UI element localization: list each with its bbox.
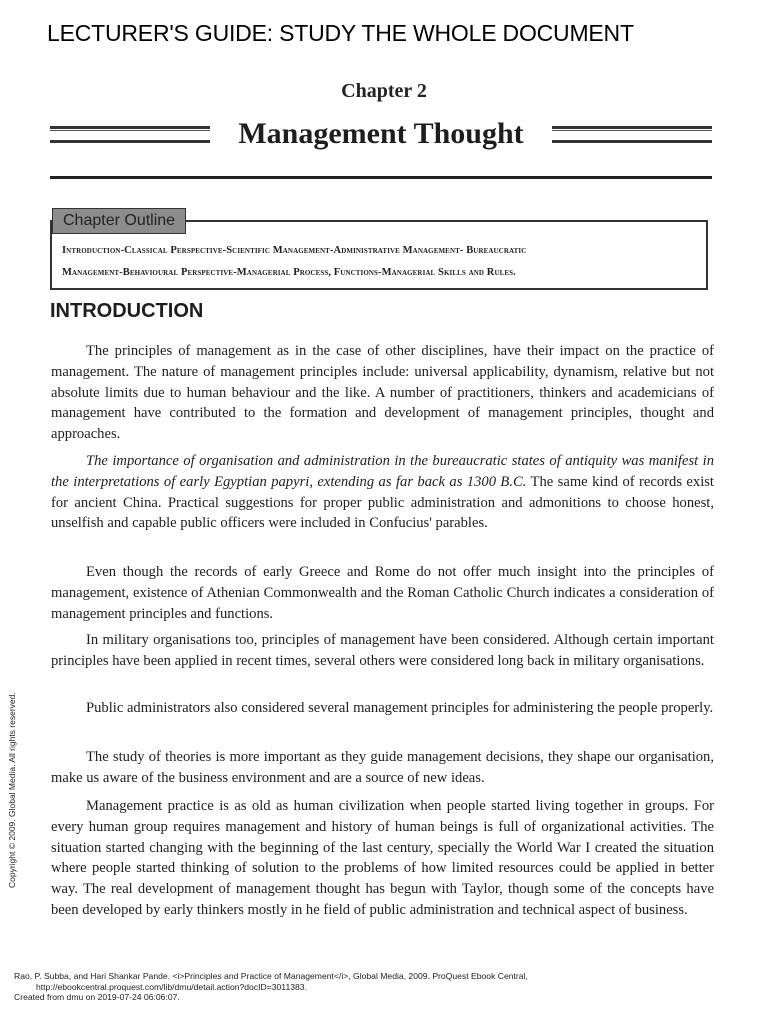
paragraph-2-rest: The same kind of records exist for ancient China. Practical suggestions for proper public administration and admonitions to choose honest, unselfish and capable public officers were included in Confucius' parables. xyxy=(51,473,714,532)
paragraph-2-italic: The importance of organisation and administration in the bureaucratic states of antiquity was manifest in the interpretations of early Egyptian papyri, extending as far back as 1300 B.C. xyxy=(51,453,714,490)
citation-created: Created from dmu on 2019-07-24 06:06:07. xyxy=(14,992,180,1003)
header-divider xyxy=(50,176,712,179)
citation-url[interactable]: http://ebookcentral.proquest.com/lib/dmu/detail.action?docID=3011383. xyxy=(36,981,307,992)
section-heading: INTRODUCTION xyxy=(50,300,204,322)
outline-line-1: Introduction-Classical Perspective-Scientific Management-Administrative Management- Bureaucratic xyxy=(62,245,527,256)
title-left-rule xyxy=(50,126,210,143)
citation-footer xyxy=(14,971,754,1003)
chapter-title-row xyxy=(50,112,712,156)
outline-line-2: Management-Behavioural Perspective-Managerial Process, Functions-Managerial Skills and Rules. xyxy=(62,267,516,278)
paragraph-2 xyxy=(51,451,714,534)
citation-line-1: Rao, P. Subba, and Hari Shankar Pande. <i>Principles and Practice of Management</i>, Global Media, 2009. ProQuest Ebook Central, xyxy=(14,971,528,981)
chapter-title: Management Thought xyxy=(238,117,524,150)
paragraph-4: In military organisations too, principles of management have been considered. Although certain important principles have been applied in recent times, several others were considered long back in military organisations. xyxy=(51,632,714,669)
paragraph-5: Public administrators also considered several management principles for administering the people properly. xyxy=(86,700,714,716)
paragraph-3: Even though the records of early Greece and Rome do not offer much insight into the principles of management, existence of Athenian Commonwealth and the Roman Catholic Church indicates a consideration of management principles and functions. xyxy=(51,564,714,622)
chapter-outline-label: Chapter Outline xyxy=(52,208,186,234)
lecturer-guide-banner: LECTURER'S GUIDE: STUDY THE WHOLE DOCUMENT xyxy=(47,20,634,46)
paragraph-7: Management practice is as old as human civilization when people started living together in groups. For every human group requires management and history of human beings is full of organizational activities. The situation started changing with the beginning of the last century, specially the World War I created the situation where people started thinking of solution to the problems of how limited resources could be applied in better way. The real development of management thought has begun with Taylor, though some of the concepts have been developed by early thinkers mostly in he field of public administration and technical aspect of business. xyxy=(51,798,714,918)
copyright-notice: Copyright © 2009. Global Media. All rights reserved. xyxy=(7,692,17,888)
chapter-number: Chapter 2 xyxy=(341,80,427,102)
paragraph-1: The principles of management as in the case of other disciplines, have their impact on the practice of management. The nature of management principles include: universal applicability, dynamism, relative but not absolute limits due to human behaviour and the like. A number of practitioners, thinkers and academicians of management have contributed to the formation and development of management principles, thought and approaches. xyxy=(51,343,714,443)
chapter-outline-text xyxy=(62,240,702,284)
paragraph-6: The study of theories is more important as they guide management decisions, they shape our organisation, make us aware of the business environment and are a source of new ideas. xyxy=(51,749,714,786)
title-right-rule xyxy=(552,126,712,143)
